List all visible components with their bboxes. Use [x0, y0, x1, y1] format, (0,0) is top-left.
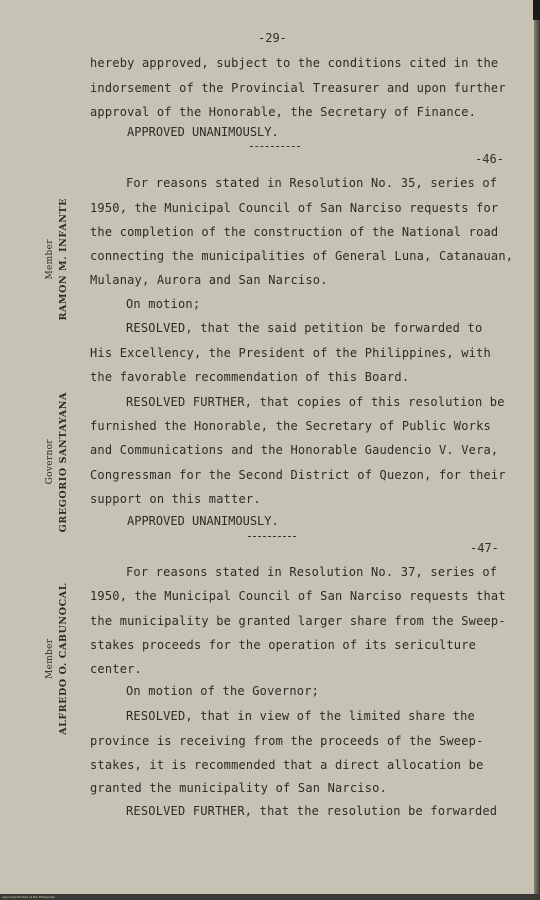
body-line: stakes proceeds for the operation of its sericulture: [90, 638, 477, 652]
body-line: granted the municipality of San Narciso.: [90, 781, 387, 795]
page-edge-bottom: [0, 894, 540, 900]
body-line: 1950, the Municipal Council of San Narciso requests for: [90, 201, 499, 215]
resolution-number: -47-: [470, 541, 499, 555]
body-line: On motion of the Governor;: [126, 684, 320, 698]
approved-unanimously: APPROVED UNANIMOUSLY.: [127, 125, 279, 139]
body-line: center.: [90, 662, 142, 676]
body-line: support on this matter.: [90, 492, 261, 506]
signature-title: Governor: [45, 439, 55, 485]
body-line: stakes, it is recommended that a direct allocation be: [90, 758, 484, 772]
body-line: hereby approved, subject to the conditions cited in the: [90, 56, 499, 70]
signature-title: Member: [45, 638, 55, 680]
body-line: the favorable recommendation of this Board.: [90, 370, 410, 384]
body-line: RESOLVED, that in view of the limited share the: [126, 709, 475, 723]
body-line: RESOLVED FURTHER, that copies of this resolution be: [126, 395, 505, 409]
signature-name: RAMON M. INFANTE: [58, 198, 69, 321]
page-edge-right: [534, 0, 540, 900]
margin-signature: [40, 583, 74, 735]
footer-stamp: Approved Printed at the Philippines: [2, 895, 55, 899]
body-line: the completion of the construction of the National road: [90, 225, 499, 239]
body-line: 1950, the Municipal Council of San Narciso requests that: [90, 589, 506, 603]
body-line: Mulanay, Aurora and San Narciso.: [90, 273, 328, 287]
body-line: approval of the Honorable, the Secretary of Finance.: [90, 105, 477, 119]
resolution-number: -46-: [475, 152, 504, 166]
page-number: -29-: [258, 31, 287, 45]
body-line: and Communications and the Honorable Gaudencio V. Vera,: [90, 443, 499, 457]
margin-signature: [40, 198, 74, 321]
body-line: RESOLVED, that the said petition be forwarded to: [126, 321, 483, 335]
body-line: His Excellency, the President of the Philippines, with: [90, 346, 491, 360]
body-line: On motion;: [126, 297, 201, 311]
body-line: For reasons stated in Resolution No. 35, series of: [126, 176, 498, 190]
margin-signature: [40, 392, 74, 533]
separator-rule: [250, 146, 300, 147]
signature-name: GREGORIO SANTAYANA: [58, 392, 69, 533]
signature-name: ALFREDO O. CABUNOCAL: [58, 583, 69, 735]
body-line: For reasons stated in Resolution No. 37, series of: [126, 565, 498, 579]
body-line: province is receiving from the proceeds of the Sweep-: [90, 734, 484, 748]
corner-mark: [533, 0, 540, 20]
approved-unanimously: APPROVED UNANIMOUSLY.: [127, 514, 279, 528]
separator-rule: [248, 536, 296, 537]
body-line: the municipality be granted larger share from the Sweep-: [90, 614, 506, 628]
body-line: RESOLVED FURTHER, that the resolution be forwarded: [126, 804, 498, 818]
body-line: furnished the Honorable, the Secretary of Public Works: [90, 419, 491, 433]
signature-title: Member: [45, 239, 55, 280]
body-line: indorsement of the Provincial Treasurer and upon further: [90, 81, 506, 95]
body-line: connecting the municipalities of General Luna, Catanauan,: [90, 249, 514, 263]
body-line: Congressman for the Second District of Quezon, for their: [90, 468, 506, 482]
